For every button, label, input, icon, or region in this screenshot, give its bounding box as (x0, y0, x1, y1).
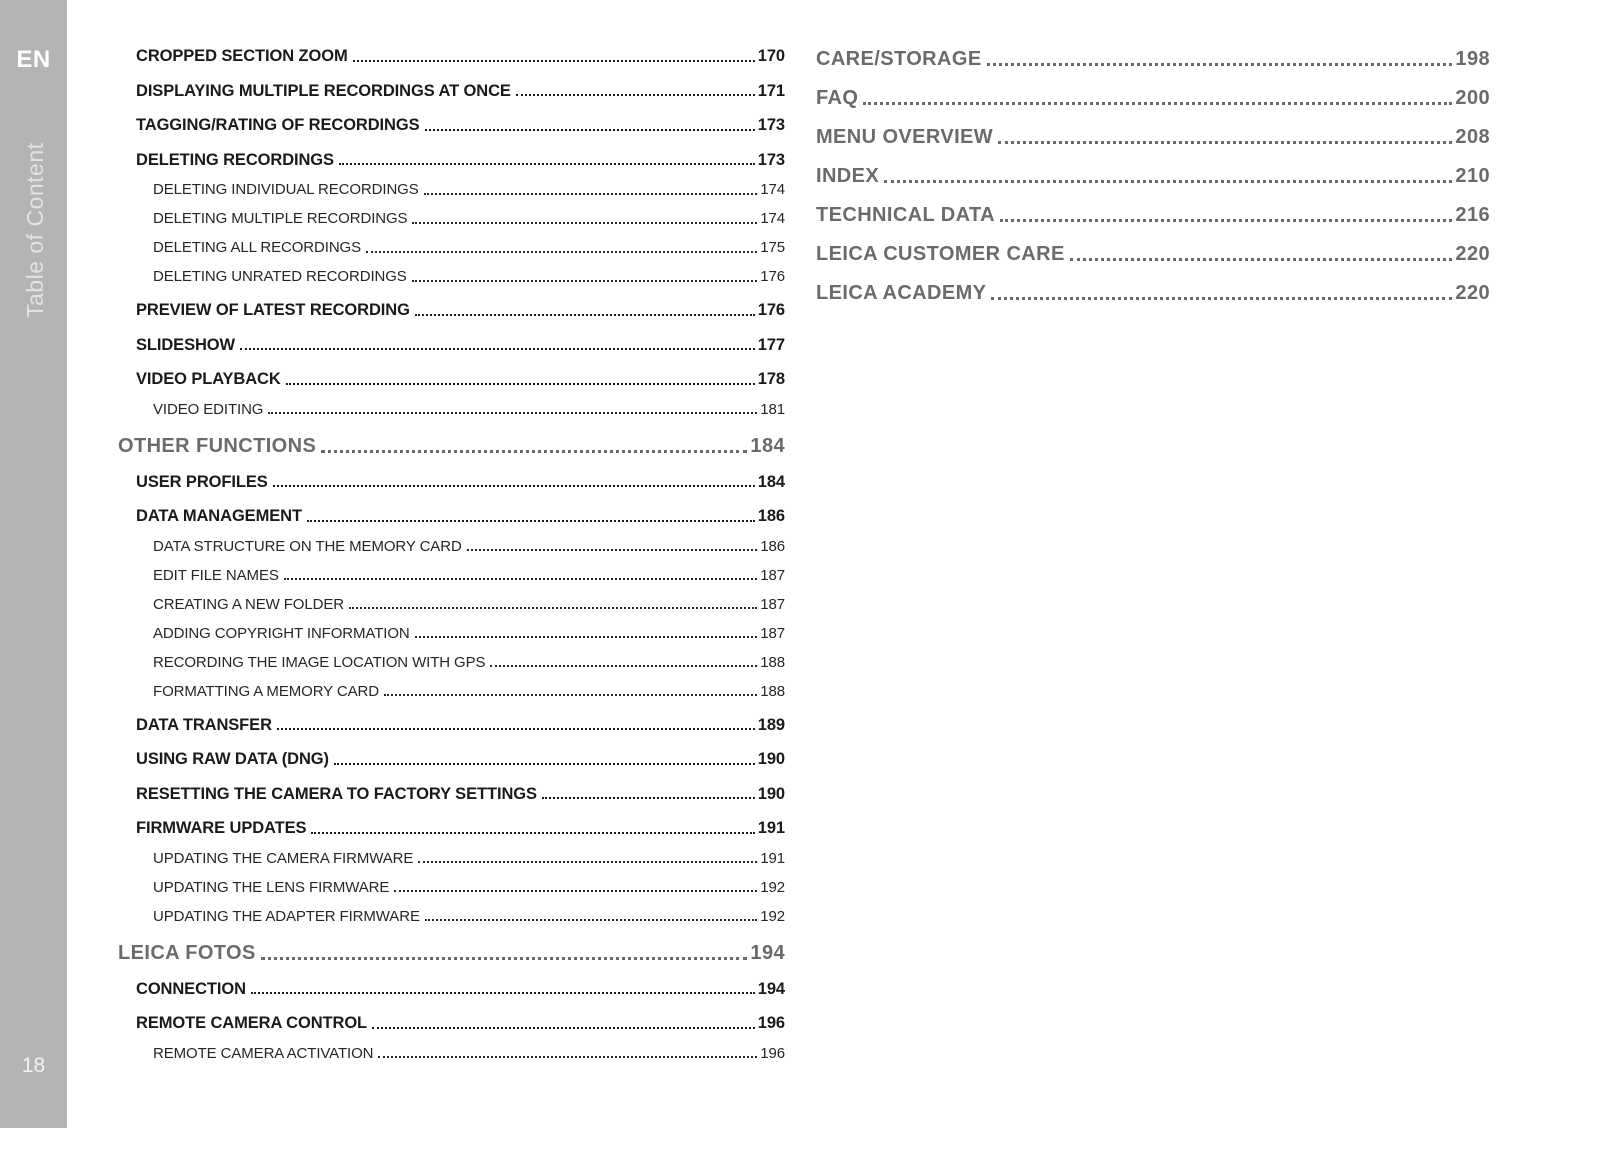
toc-entry-page: 186 (757, 507, 785, 525)
toc-entry-page: 194 (757, 979, 785, 998)
toc-entry-label: MENU OVERVIEW (816, 126, 994, 148)
toc-entry-label: LEICA CUSTOMER CARE (816, 243, 1065, 265)
dot-leader (412, 222, 757, 224)
toc-entry[interactable] (118, 612, 785, 641)
toc-entry[interactable] (118, 197, 785, 226)
dot-leader (268, 412, 757, 414)
dot-leader (863, 102, 1452, 105)
language-badge: EN (16, 46, 51, 73)
toc-column-right (816, 30, 1490, 303)
toc-entry[interactable] (118, 417, 785, 456)
toc-entry-label: VIDEO EDITING (153, 400, 264, 418)
toc-entry[interactable] (816, 69, 1490, 108)
toc-entry-label: ADDING COPYRIGHT INFORMATION (153, 624, 410, 642)
page-number: 18 (21, 1054, 46, 1077)
dot-leader (261, 957, 748, 960)
toc-entry-page: 210 (1455, 165, 1490, 187)
dot-leader (884, 180, 1452, 183)
dot-leader (1000, 219, 1453, 222)
dot-leader (991, 297, 1452, 300)
toc-entry-page: 175 (760, 239, 785, 256)
toc-entry[interactable] (118, 699, 785, 734)
toc-entry[interactable] (118, 255, 785, 284)
toc-entry-label: FIRMWARE UPDATES (136, 819, 307, 837)
dot-leader (418, 861, 757, 863)
toc-entry[interactable] (118, 99, 785, 134)
dot-leader (311, 832, 754, 834)
toc-entry[interactable] (118, 963, 785, 998)
toc-entry[interactable] (118, 837, 785, 866)
toc-entry-page: 200 (1455, 87, 1490, 109)
toc-entry-label: DELETING UNRATED RECORDINGS (153, 268, 407, 285)
dot-leader (467, 549, 758, 551)
toc-entry-label: DISPLAYING MULTIPLE RECORDINGS AT ONCE (136, 81, 511, 100)
toc-entry-page: 177 (757, 335, 785, 354)
toc-entry[interactable] (118, 768, 785, 803)
toc-entry-page: 187 (760, 566, 785, 584)
toc-entry-label: RESETTING THE CAMERA TO FACTORY SETTINGS (136, 784, 537, 803)
dot-leader (251, 992, 755, 994)
toc-entry[interactable] (118, 226, 785, 255)
toc-entry[interactable] (118, 30, 785, 65)
dot-leader (273, 485, 755, 487)
dot-leader (490, 665, 757, 667)
toc-entry[interactable] (816, 264, 1490, 303)
dot-leader (998, 141, 1452, 144)
toc-entry-page: 220 (1455, 282, 1490, 304)
toc-entry-page: 220 (1455, 243, 1490, 265)
toc-entry[interactable] (118, 641, 785, 670)
toc-entry-label: CONNECTION (136, 979, 246, 998)
toc-entry[interactable] (118, 353, 785, 388)
dot-leader (415, 314, 755, 316)
dot-leader (415, 636, 758, 638)
toc-entry[interactable] (118, 319, 785, 354)
toc-entry[interactable] (118, 802, 785, 837)
toc-entry-label: REMOTE CAMERA ACTIVATION (153, 1044, 374, 1062)
toc-entry[interactable] (118, 554, 785, 583)
dot-leader (349, 607, 757, 609)
chapter-title-vertical: Table of Content (22, 142, 48, 318)
toc-entry-page: 173 (757, 116, 785, 134)
dot-leader (307, 520, 755, 522)
toc-entry-label: UPDATING THE ADAPTER FIRMWARE (153, 907, 420, 925)
toc-entry-label: REMOTE CAMERA CONTROL (136, 1014, 368, 1032)
toc-entry-page: 184 (757, 472, 785, 491)
toc-entry-page: 194 (750, 941, 785, 964)
toc-entry-page: 186 (760, 537, 785, 555)
toc-entry-label: DELETING RECORDINGS (136, 150, 334, 169)
dot-leader (394, 890, 757, 892)
toc-entry-page: 176 (760, 268, 785, 285)
dot-leader (378, 1056, 757, 1058)
toc-entry-page: 192 (760, 878, 785, 896)
dot-leader (339, 163, 755, 165)
toc-entry-label: TECHNICAL DATA (816, 204, 995, 226)
toc-entry-label: CARE/STORAGE (816, 48, 982, 70)
toc-entry-page: 191 (760, 849, 785, 867)
dot-leader (384, 694, 757, 696)
toc-entry-page: 198 (1455, 48, 1490, 70)
toc-entry-page: 189 (757, 715, 785, 734)
toc-entry-page: 196 (760, 1044, 785, 1062)
toc-entry-page: 170 (757, 47, 785, 65)
toc-entry-label: DELETING MULTIPLE RECORDINGS (153, 210, 408, 227)
toc-entry[interactable] (816, 186, 1490, 225)
dot-leader (366, 251, 757, 253)
toc-entry[interactable] (118, 895, 785, 924)
dot-leader (321, 450, 747, 453)
toc-entry-page: 174 (760, 210, 785, 227)
toc-entry-page: 187 (760, 595, 785, 613)
toc-entry[interactable] (118, 924, 785, 963)
toc-entry-page: 171 (757, 81, 785, 100)
toc-entry[interactable] (118, 1032, 785, 1061)
dot-leader (516, 94, 755, 96)
toc-entry[interactable] (816, 108, 1490, 147)
toc-entry-label: CREATING A NEW FOLDER (153, 595, 344, 613)
toc-entry[interactable] (816, 30, 1490, 69)
toc-entry-label: FORMATTING A MEMORY CARD (153, 682, 379, 700)
dot-leader (334, 763, 755, 765)
toc-entry-label: OTHER FUNCTIONS (118, 434, 317, 457)
dot-leader (372, 1027, 755, 1029)
toc-entry-label: USER PROFILES (136, 472, 268, 491)
dot-leader (424, 193, 758, 195)
toc-entry[interactable] (118, 134, 785, 169)
sidebar (0, 0, 67, 1128)
dot-leader (425, 919, 757, 921)
toc-entry-label: CROPPED SECTION ZOOM (136, 47, 348, 65)
toc-entry-label: PREVIEW OF LATEST RECORDING (136, 301, 410, 319)
toc-entry-page: 190 (757, 750, 785, 768)
toc-entry-page: 208 (1455, 126, 1490, 148)
dot-leader (987, 63, 1453, 66)
toc-entry[interactable] (118, 733, 785, 768)
dot-leader (240, 348, 755, 350)
toc-entry[interactable] (118, 866, 785, 895)
toc-entry[interactable] (118, 456, 785, 491)
toc-entry-page: 173 (757, 150, 785, 169)
toc-entry-label: SLIDESHOW (136, 335, 236, 354)
toc-entry[interactable] (118, 525, 785, 554)
dot-leader (425, 129, 755, 131)
toc-entry[interactable] (118, 388, 785, 417)
toc-entry-page: 196 (757, 1014, 785, 1032)
dot-leader (277, 728, 755, 730)
toc-entry-label: FAQ (816, 87, 859, 109)
toc-entry[interactable] (816, 147, 1490, 186)
dot-leader (286, 383, 755, 385)
toc-entry-page: 191 (757, 819, 785, 837)
toc-entry-label: RECORDING THE IMAGE LOCATION WITH GPS (153, 653, 486, 671)
toc-entry-page: 178 (757, 370, 785, 388)
toc-entry[interactable] (118, 65, 785, 100)
toc-entry[interactable] (118, 490, 785, 525)
toc-entry-page: 192 (760, 907, 785, 925)
toc-entry-label: INDEX (816, 165, 880, 187)
toc-entry-label: LEICA ACADEMY (816, 282, 987, 304)
dot-leader (284, 578, 758, 580)
toc-column-left (118, 30, 785, 1061)
toc-entry-page: 174 (760, 181, 785, 198)
toc-entry[interactable] (118, 284, 785, 319)
toc-entry-page: 216 (1455, 204, 1490, 226)
toc-entry-label: DATA TRANSFER (136, 715, 272, 734)
toc-entry-label: EDIT FILE NAMES (153, 566, 279, 584)
toc-entry-label: UPDATING THE LENS FIRMWARE (153, 878, 390, 896)
toc-entry-label: TAGGING/RATING OF RECORDINGS (136, 116, 420, 134)
dot-leader (542, 797, 755, 799)
toc-entry-page: 188 (760, 682, 785, 700)
toc-entry[interactable] (118, 997, 785, 1032)
toc-entry-label: USING RAW DATA (DNG) (136, 750, 329, 768)
toc-entry[interactable] (118, 670, 785, 699)
toc-entry-page: 188 (760, 653, 785, 671)
toc-entry-label: DELETING INDIVIDUAL RECORDINGS (153, 181, 419, 198)
toc-entry-page: 176 (757, 301, 785, 319)
toc-entry-label: LEICA FOTOS (118, 941, 256, 964)
toc-entry[interactable] (118, 583, 785, 612)
toc-entry-label: UPDATING THE CAMERA FIRMWARE (153, 849, 414, 867)
toc-entry[interactable] (816, 225, 1490, 264)
dot-leader (412, 280, 758, 282)
toc-entry-label: VIDEO PLAYBACK (136, 370, 281, 388)
dot-leader (353, 60, 755, 62)
toc-entry[interactable] (118, 168, 785, 197)
toc-entry-page: 187 (760, 624, 785, 642)
toc-entry-page: 181 (760, 400, 785, 418)
toc-entry-label: DATA STRUCTURE ON THE MEMORY CARD (153, 537, 462, 555)
toc-entry-page: 190 (757, 784, 785, 803)
toc-entry-page: 184 (750, 434, 785, 457)
toc-entry-label: DELETING ALL RECORDINGS (153, 239, 362, 256)
dot-leader (1070, 258, 1453, 261)
toc-entry-label: DATA MANAGEMENT (136, 507, 302, 525)
